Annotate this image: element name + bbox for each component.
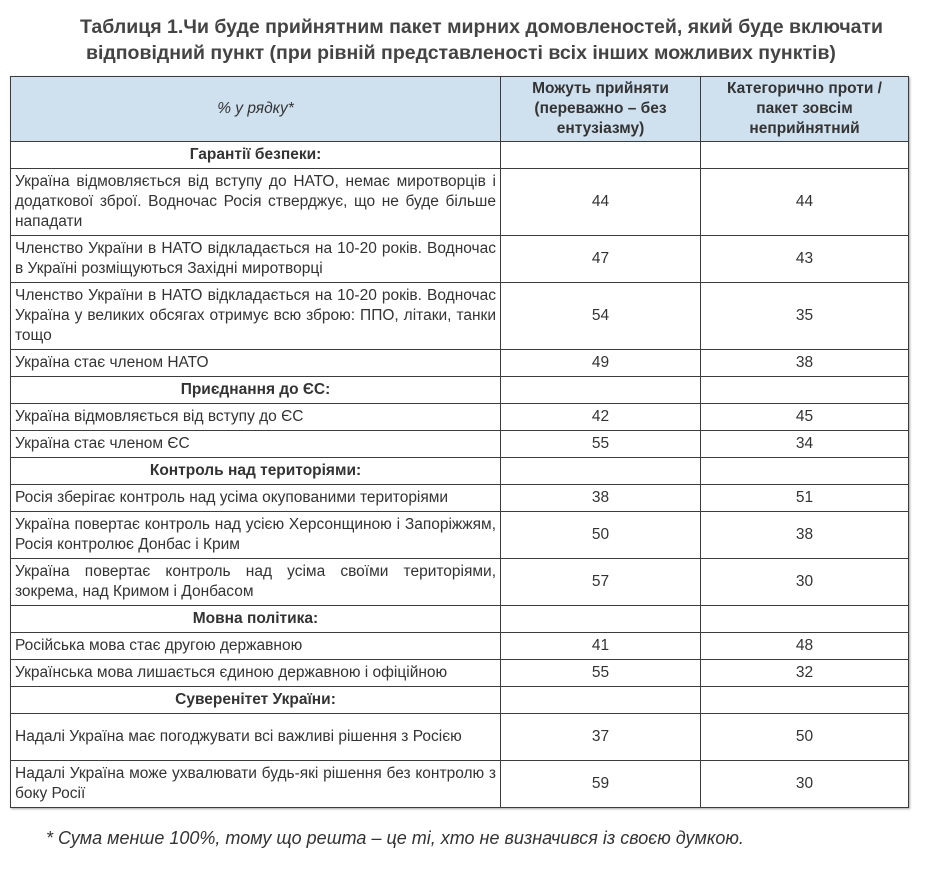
survey-table [10, 76, 909, 808]
section-title: Суверенітет України: [11, 687, 501, 714]
row-accept-value: 54 [501, 283, 701, 350]
table-title-line-2: відповідний пункт (при рівній представленості всіх інших можливих пунктів) [86, 42, 836, 64]
row-against-value: 34 [701, 431, 909, 458]
row-statement: Членство України в НАТО відкладається на 10-20 років. Водночас Україна у великих обсягах отримує всю зброю: ППО, літаки, танки тощо [11, 283, 501, 350]
section-empty-cell [501, 606, 701, 633]
section-empty-cell [701, 606, 909, 633]
row-against-value: 51 [701, 485, 909, 512]
row-accept-value: 49 [501, 350, 701, 377]
table-row [11, 559, 909, 606]
section-empty-cell [501, 142, 701, 169]
table-row [11, 761, 909, 808]
row-accept-value: 47 [501, 236, 701, 283]
section-row [11, 687, 909, 714]
section-title: Мовна політика: [11, 606, 501, 633]
table-row [11, 283, 909, 350]
table-row [11, 660, 909, 687]
table-row [11, 236, 909, 283]
row-against-value: 43 [701, 236, 909, 283]
row-statement: Українська мова лишається єдиною державною і офіційною [11, 660, 501, 687]
row-accept-value: 50 [501, 512, 701, 559]
section-title: Контроль над територіями: [11, 458, 501, 485]
row-against-value: 32 [701, 660, 909, 687]
row-statement: Україна повертає контроль над усіма своїми територіями, зокрема, над Кримом і Донбасом [11, 559, 501, 606]
header-percent-in-row: % у рядку* [11, 77, 501, 142]
table-row [11, 633, 909, 660]
table-row [11, 404, 909, 431]
row-statement: Надалі Україна має погоджувати всі важливі рішення з Росією [11, 714, 501, 761]
row-statement: Надалі Україна може ухвалювати будь-які рішення без контролю з боку Росії [11, 761, 501, 808]
section-empty-cell [501, 687, 701, 714]
section-row [11, 377, 909, 404]
row-accept-value: 38 [501, 485, 701, 512]
table-title [80, 14, 910, 66]
table-row [11, 431, 909, 458]
row-statement: Україна стає членом НАТО [11, 350, 501, 377]
row-statement: Україна відмовляється від вступу до ЄС [11, 404, 501, 431]
row-accept-value: 57 [501, 559, 701, 606]
section-title: Гарантії безпеки: [11, 142, 501, 169]
row-accept-value: 41 [501, 633, 701, 660]
row-accept-value: 44 [501, 169, 701, 236]
row-against-value: 44 [701, 169, 909, 236]
section-empty-cell [701, 142, 909, 169]
section-title: Приєднання до ЄС: [11, 377, 501, 404]
row-statement: Росія зберігає контроль над усіма окупованими територіями [11, 485, 501, 512]
table-header-row [11, 77, 909, 142]
footnote: * Сума менше 100%, тому що решта – це ті, хто не визначився із своєю думкою. [46, 828, 744, 848]
header-categorically-against: Категорично проти / пакет зовсім неприйнятний [701, 77, 909, 142]
row-against-value: 30 [701, 559, 909, 606]
row-statement: Україна повертає контроль над усією Херсонщиною і Запоріжжям, Росія контролює Донбас і Крим [11, 512, 501, 559]
row-accept-value: 42 [501, 404, 701, 431]
section-empty-cell [501, 377, 701, 404]
section-empty-cell [501, 458, 701, 485]
table-row [11, 714, 909, 761]
row-statement: Україна стає членом ЄС [11, 431, 501, 458]
row-against-value: 30 [701, 761, 909, 808]
row-accept-value: 55 [501, 431, 701, 458]
section-row [11, 142, 909, 169]
header-can-accept: Можуть прийняти (переважно – без ентузіазму) [501, 77, 701, 142]
row-statement: Членство України в НАТО відкладається на 10-20 років. Водночас в Україні розміщуються Західні миротворці [11, 236, 501, 283]
section-empty-cell [701, 377, 909, 404]
table-row [11, 169, 909, 236]
table-row [11, 512, 909, 559]
section-empty-cell [701, 458, 909, 485]
row-accept-value: 55 [501, 660, 701, 687]
row-against-value: 48 [701, 633, 909, 660]
row-statement: Російська мова стає другою державною [11, 633, 501, 660]
table-row [11, 350, 909, 377]
row-against-value: 35 [701, 283, 909, 350]
row-against-value: 38 [701, 512, 909, 559]
section-row [11, 606, 909, 633]
row-against-value: 38 [701, 350, 909, 377]
section-empty-cell [701, 687, 909, 714]
table-row [11, 485, 909, 512]
section-row [11, 458, 909, 485]
row-statement: Україна відмовляється від вступу до НАТО, немає миротворців і додаткової зброї. Водночас Росія стверджує, що не буде більше нападати [11, 169, 501, 236]
row-against-value: 50 [701, 714, 909, 761]
table-title-line-1: Таблиця 1.Чи буде прийнятним пакет мирних домовленостей, який буде включати [80, 16, 884, 38]
row-accept-value: 59 [501, 761, 701, 808]
row-against-value: 45 [701, 404, 909, 431]
row-accept-value: 37 [501, 714, 701, 761]
